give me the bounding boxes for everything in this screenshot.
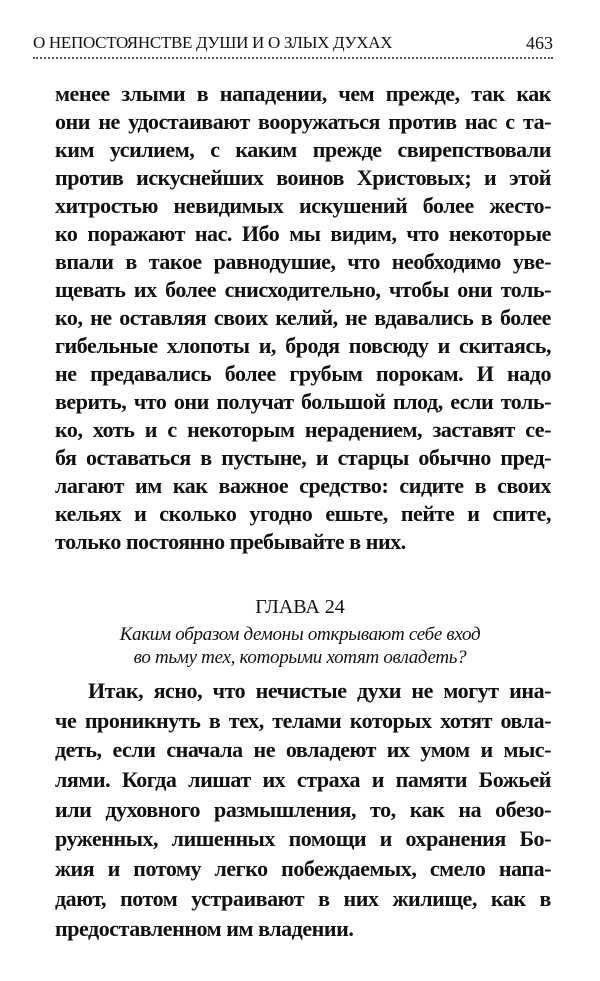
text-line: дают, потом устраивают в них жилище, как в [55,885,551,911]
text-line: гибельные хлопоты и, бродя повсюду и скитаясь, [55,333,551,358]
text-line: кельях и сколько угодно ешьте, пейте и спите, [55,501,551,526]
text-line: хитростью невидимых искушений более жесто- [55,193,551,218]
paragraph-1 [55,80,551,556]
text-line: че проникнуть в тех, телами которых хотят овла- [55,707,551,733]
text-line: ким усилием, с каким прежде свирепствовали [55,137,551,162]
running-title: О НЕПОСТОЯНСТВЕ ДУШИ И О ЗЛЫХ ДУХАХ [33,33,393,52]
text-line: лями. Когда лишат их страха и памяти Божьей [55,767,551,793]
text-line: ко, не оставляя своих келий, не вдавались в более [55,305,551,330]
text-line: жия и потому легко побеждаемых, смело напа- [55,856,551,882]
page-number: 463 [526,33,553,53]
text-line: впали в такое равнодушие, что необходимо уве- [55,249,551,274]
text-line: только постоянно пребывайте в них. [55,529,406,554]
text-line: бя оставаться в пустыне, и старцы обычно пред- [55,445,551,470]
text-line: деть, если сначала не овладеют их умом и мыс- [55,737,551,763]
text-line: они не удостаивают вооружаться против нас с та- [55,109,551,134]
text-line: лагают им как важное средство: сидите в своих [55,473,551,498]
chapter-title: ГЛАВА 24 [255,596,345,618]
text-line: верить, что они получат большой плод, если толь- [55,389,551,414]
text-line: или духовного размышления, то, как на обезо- [55,796,551,822]
text-line: ко, хоть и с некоторым нерадением, заставят се- [55,417,551,442]
text-line: Итак, ясно, что нечистые духи не могут ина- [88,678,551,703]
text-line: менее злыми в нападении, чем прежде, так как [55,81,551,106]
text-line: ко поражают нас. Ибо мы видим, что некоторые [55,221,551,246]
running-header [33,33,553,59]
text-line: не предавались более грубым порокам. И надо [55,361,551,386]
text-line: предоставленном им владении. [55,915,354,941]
text-line: щевать их более снисходительно, чтобы они толь- [55,277,551,302]
text-line: руженных, лишенных помощи и охранения Бо- [55,826,551,852]
text-line: против искуснейших воинов Христовых; и этой [55,165,551,190]
paragraph-2 [55,676,551,943]
chapter-subtitle-line-1: Каким образом демоны открывают себе вход [119,624,481,645]
chapter-subtitle-line-2: во тьму тех, которыми хотят овладеть? [133,647,467,668]
